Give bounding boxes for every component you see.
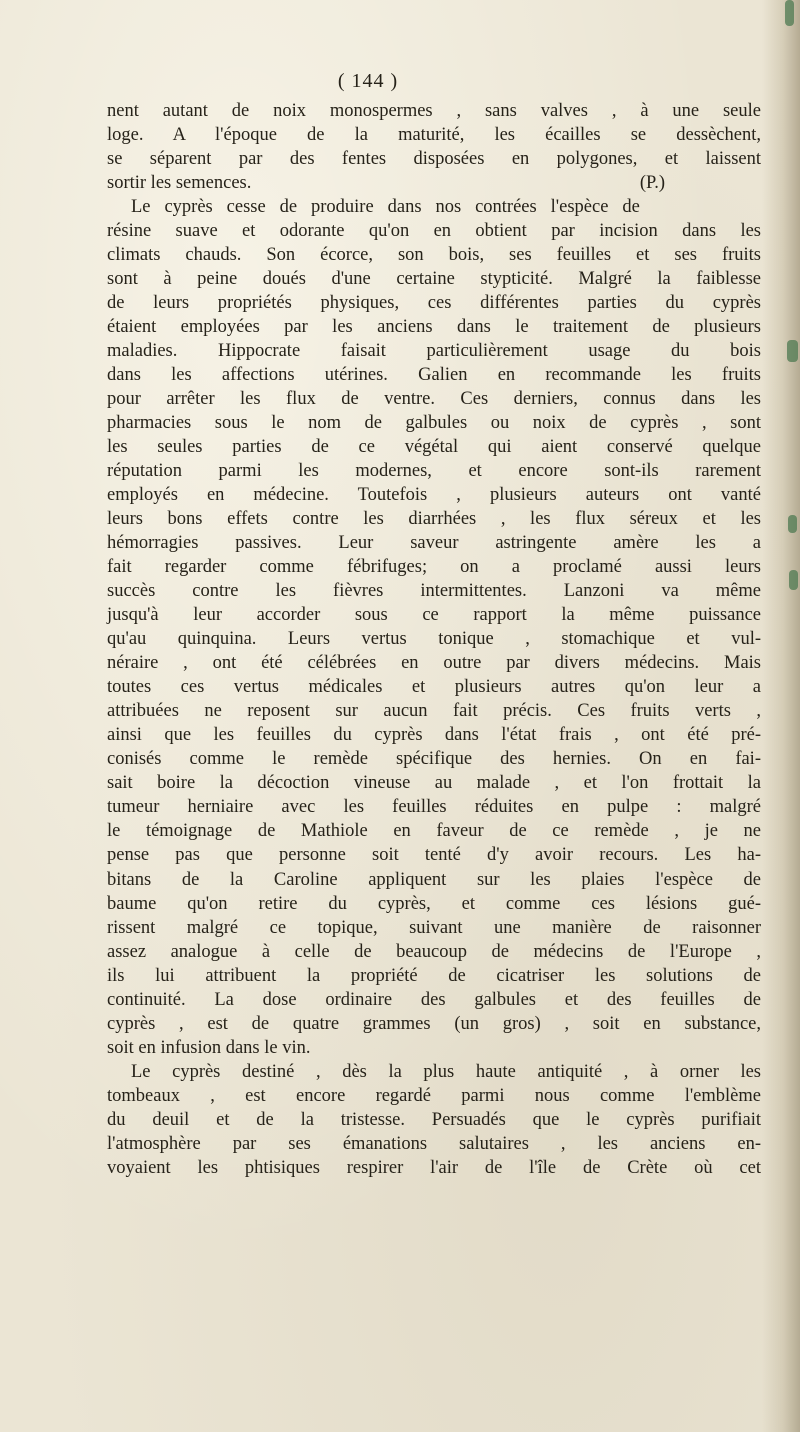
text-line-content: résine suave et odorante qu'on en obtient par incision dans les bbox=[107, 221, 761, 242]
text-line-content: ils lui attribuent la propriété de cicatriser les solutions de bbox=[107, 965, 761, 986]
text-line bbox=[107, 771, 761, 795]
text-line-content: l'atmosphère par ses émanations salutaires , les anciens en- bbox=[107, 1133, 761, 1154]
text-line-content: rissent malgré ce topique, suivant une manière de raisonner bbox=[107, 917, 761, 938]
text-line-content: néraire , ont été célébrées en outre par divers médecins. Mais bbox=[107, 653, 761, 674]
text-line bbox=[107, 1036, 761, 1060]
page-number: ( 144 ) bbox=[337, 70, 399, 92]
text-line-content: le témoignage de Mathiole en faveur de ce remède , je ne bbox=[107, 821, 761, 842]
text-line bbox=[107, 1132, 761, 1156]
text-line bbox=[107, 387, 761, 411]
text-line bbox=[107, 916, 761, 940]
text-line-content: continuité. La dose ordinaire des galbules et des feuilles de bbox=[107, 989, 761, 1010]
text-line bbox=[107, 747, 761, 771]
text-line-content: jusqu'à leur accorder sous ce rapport la même puissance bbox=[107, 605, 761, 626]
text-line bbox=[107, 555, 761, 579]
text-line bbox=[107, 1060, 761, 1084]
text-line bbox=[107, 411, 761, 435]
text-line bbox=[107, 171, 761, 195]
edge-stain bbox=[787, 340, 798, 362]
text-line bbox=[107, 507, 761, 531]
text-line-content: dans les affections utérines. Galien en recommande les fruits bbox=[107, 365, 761, 386]
text-line-content: qu'au quinquina. Leurs vertus tonique , stomachique et vul- bbox=[107, 629, 761, 650]
text-line-content: pense pas que personne soit tenté d'y avoir recours. Les ha- bbox=[107, 845, 761, 866]
text-line-content: tumeur herniaire avec les feuilles réduites en pulpe : malgré bbox=[107, 797, 761, 818]
text-line bbox=[107, 579, 761, 603]
text-line bbox=[107, 699, 761, 723]
edge-stain bbox=[788, 515, 797, 533]
text-line bbox=[107, 723, 761, 747]
text-line-content: pour arrêter les flux de ventre. Ces derniers, connus dans les bbox=[107, 389, 761, 410]
text-line bbox=[107, 123, 761, 147]
text-line-content: étaient employées par les anciens dans le traitement de plusieurs bbox=[107, 317, 761, 338]
author-initial: (P.) bbox=[639, 173, 665, 194]
text-line bbox=[107, 1108, 761, 1132]
text-line bbox=[107, 147, 761, 171]
text-line bbox=[107, 940, 761, 964]
text-line bbox=[107, 1084, 761, 1108]
text-line-content: de leurs propriétés physiques, ces différentes parties du cyprès bbox=[107, 293, 761, 314]
text-line-content: fait regarder comme fébrifuges; on a proclamé aussi leurs bbox=[107, 557, 761, 578]
text-line-content: réputation parmi les modernes, et encore sont-ils rarement bbox=[107, 461, 761, 482]
text-line bbox=[107, 243, 761, 267]
text-line-content: les seules parties de ce végétal qui aient conservé quelque bbox=[107, 437, 761, 458]
text-line bbox=[107, 843, 761, 867]
text-line-content: baume qu'on retire du cyprès, et comme ces lésions gué- bbox=[107, 893, 761, 914]
text-line bbox=[107, 339, 761, 363]
text-line bbox=[107, 315, 761, 339]
text-line-content: climats chauds. Son écorce, son bois, ses feuilles et ses fruits bbox=[107, 245, 761, 266]
text-line-content: sait boire la décoction vineuse au malade , et l'on frottait la bbox=[107, 773, 761, 794]
text-line-content: Le cyprès cesse de produire dans nos contrées l'espèce de bbox=[131, 197, 640, 218]
text-line-content: bitans de la Caroline appliquent sur les plaies l'espèce de bbox=[107, 869, 761, 890]
text-line bbox=[107, 1012, 761, 1036]
text-line bbox=[107, 627, 761, 651]
text-line bbox=[107, 603, 761, 627]
text-line-content: Le cyprès destiné , dès la plus haute antiquité , à orner les bbox=[131, 1061, 761, 1082]
page-edge-shadow bbox=[762, 0, 800, 1432]
text-line bbox=[107, 435, 761, 459]
text-line-content: leurs bons effets contre les diarrhées , les flux séreux et les bbox=[107, 509, 761, 530]
text-line-content: pharmacies sous le nom de galbules ou noix de cyprès , sont bbox=[107, 413, 761, 434]
text-line-content: succès contre les fièvres intermittentes. Lanzoni va même bbox=[107, 581, 761, 602]
text-line-content: conisés comme le remède spécifique des hernies. On en fai- bbox=[107, 749, 761, 770]
body-text bbox=[107, 99, 761, 1180]
text-line bbox=[107, 99, 761, 123]
text-line bbox=[107, 267, 761, 291]
text-line-content: ainsi que les feuilles du cyprès dans l'état frais , ont été pré- bbox=[107, 725, 761, 746]
text-line-content: cyprès , est de quatre grammes (un gros) , soit en substance, bbox=[107, 1013, 761, 1034]
text-line bbox=[107, 868, 761, 892]
text-line-content: hémorragies passives. Leur saveur astringente amère les a bbox=[107, 533, 761, 554]
text-line-content: sont à peine doués d'une certaine stypticité. Malgré la faiblesse bbox=[107, 269, 761, 290]
text-line-content: se séparent par des fentes disposées en polygones, et laissent bbox=[107, 149, 761, 170]
text-line-content: assez analogue à celle de beaucoup de médecins de l'Europe , bbox=[107, 941, 761, 962]
text-line bbox=[107, 459, 761, 483]
text-line-content: sortir les semences. bbox=[107, 173, 252, 194]
text-line bbox=[107, 795, 761, 819]
text-line bbox=[107, 819, 761, 843]
text-line-content: loge. A l'époque de la maturité, les écailles se dessèchent, bbox=[107, 125, 761, 146]
text-line bbox=[107, 195, 761, 219]
text-line-content: attribuées ne reposent sur aucun fait précis. Ces fruits verts , bbox=[107, 701, 761, 722]
text-line-content: soit en infusion dans le vin. bbox=[107, 1037, 311, 1058]
text-line bbox=[107, 651, 761, 675]
text-line bbox=[107, 219, 761, 243]
text-line bbox=[107, 483, 761, 507]
text-line-content: voyaient les phtisiques respirer l'air de l'île de Crète où cet bbox=[107, 1157, 761, 1178]
edge-stain bbox=[789, 570, 798, 590]
text-line bbox=[107, 531, 761, 555]
text-line-content: nent autant de noix monospermes , sans valves , à une seule bbox=[107, 101, 761, 121]
text-line bbox=[107, 291, 761, 315]
page-header bbox=[0, 69, 800, 93]
text-line-content: tombeaux , est encore regardé parmi nous comme l'emblème bbox=[107, 1085, 761, 1106]
text-line-content: employés en médecine. Toutefois , plusieurs auteurs ont vanté bbox=[107, 485, 761, 506]
text-line bbox=[107, 892, 761, 916]
text-line bbox=[107, 1156, 761, 1180]
text-line-content: maladies. Hippocrate faisait particulièrement usage du bois bbox=[107, 341, 761, 362]
text-line-content: du deuil et de la tristesse. Persuadés que le cyprès purifiait bbox=[107, 1109, 761, 1130]
text-line-content: toutes ces vertus médicales et plusieurs autres qu'on leur a bbox=[107, 677, 761, 698]
text-line bbox=[107, 675, 761, 699]
edge-stain bbox=[785, 0, 794, 26]
text-line bbox=[107, 988, 761, 1012]
text-line bbox=[107, 964, 761, 988]
text-line bbox=[107, 363, 761, 387]
